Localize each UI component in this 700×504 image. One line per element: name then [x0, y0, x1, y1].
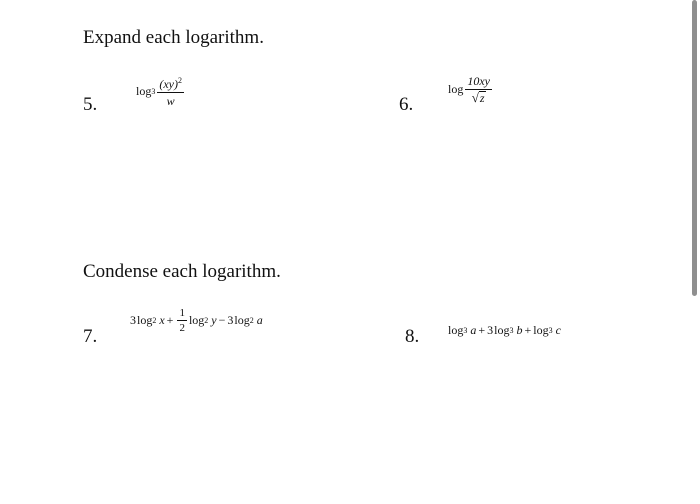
log-operator: log: [234, 313, 250, 327]
log-operator: log: [137, 313, 153, 327]
log-operator: log: [494, 323, 510, 337]
fraction-denominator: w: [166, 94, 175, 108]
expand-heading: Expand each logarithm.: [83, 27, 264, 48]
fraction: [465, 74, 492, 105]
log-base: 2: [249, 316, 254, 325]
condense-heading: Condense each logarithm.: [83, 261, 281, 282]
log-operator: log: [136, 83, 152, 98]
problem-8-expression: [448, 323, 561, 338]
log-operator: log: [533, 323, 549, 337]
minus-sign: −: [218, 313, 226, 327]
problem-5-expression: [136, 74, 186, 108]
coefficient: 3: [487, 323, 494, 337]
fraction-numerator: 1: [179, 307, 185, 319]
variable: a: [256, 313, 263, 327]
problem-7-expression: [130, 307, 263, 334]
fraction-numerator: (xy)$^2$: [159, 76, 182, 91]
fraction-denominator: 2: [179, 322, 185, 334]
log-base: 3: [548, 326, 553, 335]
plus-sign: +: [524, 323, 532, 337]
problem-8-number: 8.: [405, 326, 420, 347]
plus-sign: +: [166, 313, 174, 327]
variable: b: [516, 323, 523, 337]
problem-7-number: 7.: [83, 326, 98, 347]
variable: c: [555, 323, 561, 337]
log-base: 3: [151, 86, 156, 96]
log-operator: log: [448, 323, 464, 337]
square-root: [472, 91, 486, 105]
log-base: 3: [509, 326, 514, 335]
log-base: 3: [463, 326, 468, 335]
problem-5-number: 5.: [83, 94, 98, 115]
coefficient: 3: [227, 313, 234, 327]
coefficient: 3: [130, 313, 136, 327]
fraction: [177, 307, 187, 334]
problem-6-number: 6.: [399, 94, 414, 115]
log-base: 2: [152, 316, 157, 325]
log-operator: log: [448, 82, 464, 96]
fraction-denominator: [472, 90, 486, 105]
variable: a: [470, 323, 477, 337]
vertical-scrollbar[interactable]: [692, 0, 697, 296]
radicand: z: [479, 91, 485, 105]
variable: x: [159, 313, 165, 327]
plus-sign: +: [478, 323, 486, 337]
fraction-numerator: 10xy: [467, 74, 490, 88]
log-operator: log: [188, 313, 205, 327]
problem-6-expression: [448, 74, 494, 105]
variable: y: [211, 313, 217, 327]
fraction: [157, 74, 184, 108]
log-base: 2: [204, 316, 209, 325]
radical-sign: √: [471, 90, 479, 105]
